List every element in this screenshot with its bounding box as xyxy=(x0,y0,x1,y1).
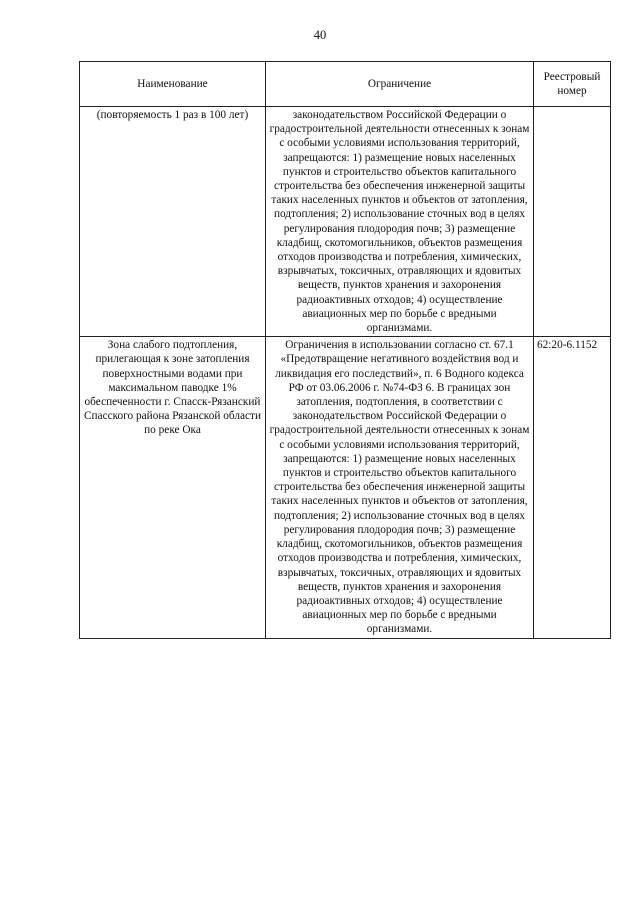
cell-registry xyxy=(534,107,611,337)
table-row xyxy=(80,107,611,337)
header-restriction: Ограничение xyxy=(266,62,534,107)
cell-restriction: законодательством Российской Федерации о градостроительной деятельности отнесенных к зонам с особыми условиями использования территорий, запрещаются: 1) размещение новых населенных пунктов и строительство объектов капитального строительства без обеспечения инженерной защиты таких населенных пунктов и объектов от затопления, подтопления; 2) использование сточных вод в целях регулирования плодородия почв; 3) размещение кладбищ, скотомогильников, объектов размещения отходов производства и потребления, химических, взрывчатых, токсичных, отравляющих и ядовитых веществ, пунктов хранения и захоронения радиоактивных отходов; 4) осуществление авиационных мер по борьбе с вредными организмами. xyxy=(266,107,534,337)
restrictions-table xyxy=(79,61,611,639)
page-number: 40 xyxy=(313,28,327,42)
table-row xyxy=(80,337,611,638)
cell-name: Зона слабого подтопления, прилегающая к зоне затопления поверхностными водами при максимальном паводке 1% обеспеченности г. Спасск-Рязанский Спасского района Рязанской области по реке Ока xyxy=(80,337,266,638)
cell-name: (повторяемость 1 раз в 100 лет) xyxy=(80,107,266,337)
table-header-row xyxy=(80,62,611,107)
header-registry: Реестровый номер xyxy=(534,62,611,107)
header-name: Наименование xyxy=(80,62,266,107)
cell-registry: 62:20-6.1152 xyxy=(534,337,611,638)
cell-restriction: Ограничения в использовании согласно ст. 67.1 «Предотвращение негативного воздействия вод и ликвидация его последствий», п. 6 Водного кодекса РФ от 03.06.2006 г. №74-ФЗ 6. В границах зон затопления, подтопления, в соответствии с законодательством Российской Федерации о градостроительной деятельности отнесенных к зонам с особыми условиями использования территорий, запрещаются: 1) размещение новых населенных пунктов и строительство объектов капитального строительства без обеспечения инженерной защиты таких населенных пунктов и объектов от затопления, подтопления; 2) использование сточных вод в целях регулирования плодородия почв; 3) размещение кладбищ, скотомогильников, объектов размещения отходов производства и потребления, химических, взрывчатых, токсичных, отравляющих и ядовитых веществ, пунктов хранения и захоронения радиоактивных отходов; 4) осуществление авиационных мер по борьбе с вредными организмами. xyxy=(266,337,534,638)
